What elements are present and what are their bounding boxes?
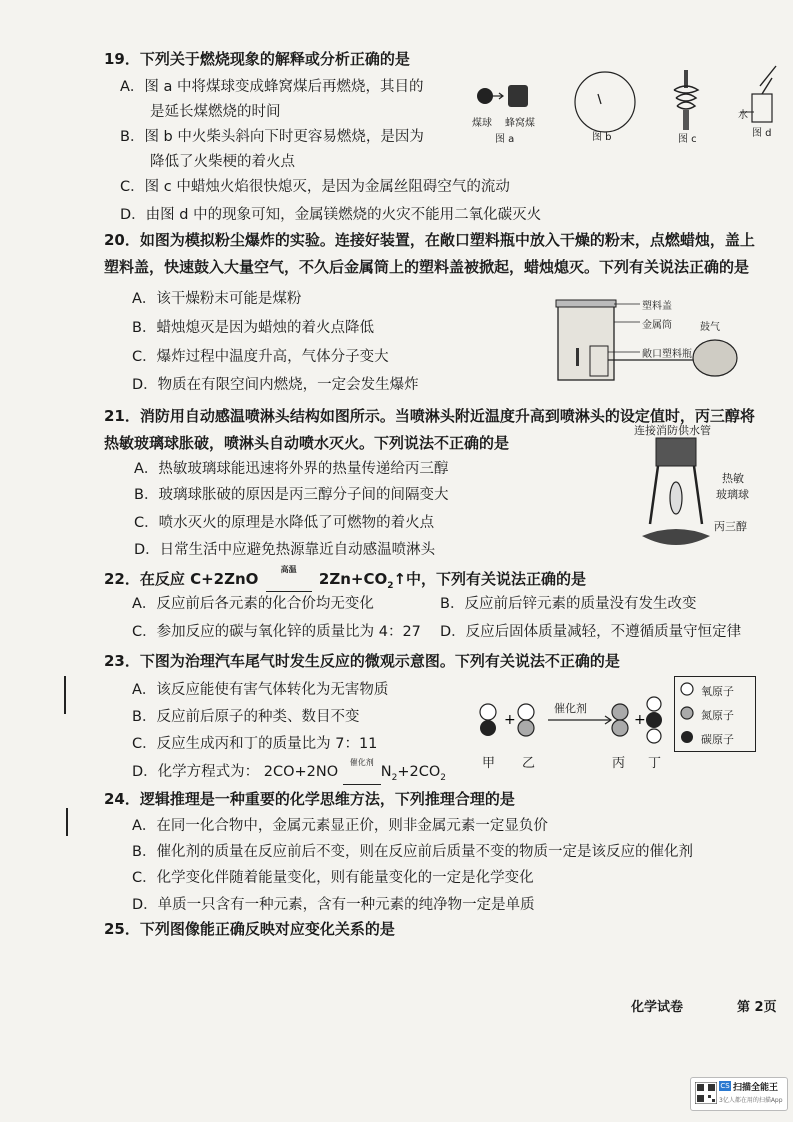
q19-option-b: B．图 b 中火柴头斜向下时更容易燃烧，是因为 [120,129,424,145]
caption-water: 水 [738,110,748,121]
q19-option-b-cont: 降低了火柴梗的着火点 [150,154,295,170]
label-water-pipe: 连接消防供水管 [634,424,711,437]
q20-option-a: A．该干燥粉末可能是煤粉 [132,291,302,307]
q21-option-d: D．日常生活中应避免热源靠近自动感温喷淋头 [134,542,436,558]
flask-b-icon [575,72,635,132]
label-thermo-glass-2: 玻璃球 [716,488,749,501]
q22-products: 2Zn+CO [318,570,388,588]
cs-logo-icon: CS [720,1082,730,1090]
label-metal-can: 金属筒 [642,320,672,331]
tongs-icon [760,66,776,94]
q21-stem-line2: 热敏玻璃球胀破，喷淋头自动喷水灭火。下列说法不正确的是 [104,434,510,452]
q21-option-c: C．喷水灭火的原理是水降低了可燃物的着火点 [134,515,435,531]
q23-d-condition: 催化剂 [349,758,374,767]
q22-option-c: C．参加反应的碳与氧化锌的质量比为 4：27 [132,624,421,640]
q22-condition: 高温 [280,565,297,574]
deflector-icon [642,529,710,545]
svg-text:+: + [634,712,646,728]
label-bing: 丙 [612,756,626,771]
q19-stem: 19．下列关于燃烧现象的解释或分析正确的是 [104,50,410,68]
q22-tail: ↑中，下列有关说法正确的是 [393,570,587,588]
pen-mark [64,676,66,714]
q24-stem: 24．逻辑推理是一种重要的化学思维方法，下列推理合理的是 [104,790,515,808]
pen-mark [66,808,68,836]
plastic-lid-icon [556,300,616,307]
beaker-d-icon [752,94,772,122]
badge-subtitle: 3亿人都在用的扫描App [719,1097,783,1104]
air-bulb-icon [693,340,737,376]
q23-option-b: B．反应前后原子的种类、数目不变 [132,709,360,725]
q23-d-reactants: D．化学方程式为： 2CO+2NO [132,764,339,780]
atom-legend [674,676,756,752]
caption-fig-d: 图 d [752,128,772,139]
q22-reactants: 22．在反应 C+2ZnO [104,570,259,588]
q23-stem: 23．下图为治理汽车尾气时发生反应的微观示意图。下列有关说法不正确的是 [104,652,620,670]
q24-option-d: D．单质一只含有一种元素，含有一种元素的纯净物一定是单质 [132,897,535,913]
label-blow-air: 鼓气 [700,322,720,333]
caption-fig-b: 图 b [592,132,612,143]
q23-option-c: C．反应生成丙和丁的质量比为 7：11 [132,736,378,752]
label-catalyst: 催化剂 [554,702,587,715]
q22-subscript: 2 [387,581,394,591]
caption-coal: 煤球 [472,118,492,129]
q20-stem-line1: 20．如图为模拟粉尘爆炸的实验。连接好装置，在敞口塑料瓶中放入干燥的粉末，点燃蜡烛，盖上 [104,231,755,249]
q24-option-c: C．化学变化伴随着能量变化，则有能量变化的一定是化学变化 [132,870,534,886]
q22-option-b: B．反应前后锌元素的质量没有发生改变 [440,596,697,612]
label-plastic-lid: 塑料盖 [642,301,672,312]
coal-ball-icon [477,88,493,104]
q20-option-c: C．爆炸过程中温度升高，气体分子变大 [132,349,389,365]
label-thermo-glass-1: 热敏 [722,472,744,485]
label-open-bottle: 敞口塑料瓶 [642,349,692,360]
scanner-watermark [690,1077,788,1111]
q24-option-b: B．催化剂的质量在反应前后不变，则在反应前后质量不变的物质一定是该反应的催化剂 [132,844,693,860]
caption-fig-c: 图 c [678,134,697,145]
svg-text:+: + [504,712,516,728]
metal-can-icon [558,306,614,380]
candle-icon [576,348,579,366]
glass-bulb-icon [670,482,682,514]
q23-molecule-figure [470,684,680,754]
q21-option-a: A．热敏玻璃球能迅速将外界的热量传递给丙三醇 [134,461,449,477]
q19-option-a-cont: 是延长煤燃烧的时间 [150,104,281,120]
q23-d-n: N [380,764,392,780]
q21-sprinkler-figure [640,436,720,566]
honeycomb-coal-icon [508,85,528,107]
label-ding: 丁 [648,756,662,771]
label-jia: 甲 [482,756,496,771]
q25-stem: 25．下列图像能正确反映对应变化关系的是 [104,920,395,938]
nitrogen-atom-icon [518,720,534,736]
q24-option-a: A．在同一化合物中，金属元素显正价，则非金属元素一定显负价 [132,818,548,834]
q20-option-b: B．蜡烛熄灭是因为蜡烛的着火点降低 [132,320,374,336]
q23-option-a: A．该反应能使有害气体转化为无害物质 [132,682,389,698]
oxygen-atom-icon [480,704,496,720]
q21-option-b: B．玻璃球胀破的原因是丙三醇分子间的间隔变大 [134,487,449,503]
q21-stem-line1: 21．消防用自动感温喷淋头结构如图所示。当喷淋头附近温度升高到喷淋头的设定值时，丙三醇将 [104,407,755,425]
q22-option-a: A．反应前后各元素的化合价均无变化 [132,596,374,612]
q23-d-sub2: 2 [440,772,447,783]
footer-subject: 化学试卷 [631,1000,684,1015]
caption-honeycomb: 蜂窝煤 [505,118,535,129]
q20-option-d: D．物质在有限空间内燃烧，一定会发生爆炸 [132,377,419,393]
thread-icon [656,438,696,466]
q23-d-arrow [343,760,381,785]
metal-coil-icon [674,86,698,109]
legend-oxygen: 氧原子 [701,685,734,698]
legend-nitrogen: 氮原子 [701,709,734,722]
qr-code-icon [695,1082,717,1104]
q20-stem-line2: 塑料盖，快速鼓入大量空气，不久后金属筒上的塑料盖被掀起，蜡烛熄灭。下列有关说法正确的是 [104,258,750,276]
label-yi: 乙 [522,756,536,771]
q19-figures [470,60,790,150]
caption-fig-a: 图 a [495,134,515,145]
q23-option-d [132,760,446,790]
q22-condition-arrow [266,567,312,592]
legend-carbon: 碳原子 [701,733,734,746]
match-icon [598,94,601,104]
label-glycerol: 丙三醇 [714,520,747,533]
badge-title: 扫描全能王 [733,1083,779,1093]
q23-d-sub1: 2 [391,772,398,783]
q19-option-c: C．图 c 中蜡烛火焰很快熄灭，是因为金属丝阻碍空气的流动 [120,179,510,195]
q19-option-a: A．图 a 中将煤球变成蜂窝煤后再燃烧，其目的 [120,79,424,95]
q23-d-co: +2CO [397,764,441,780]
footer-page-number: 第 2页 [737,1000,777,1015]
q22-option-d: D．反应后固体质量减轻，不遵循质量守恒定律 [440,624,742,640]
q19-option-d: D．由图 d 中的现象可知，金属镁燃烧的火灾不能用二氧化碳灭火 [120,207,542,223]
carbon-atom-icon [480,720,496,736]
